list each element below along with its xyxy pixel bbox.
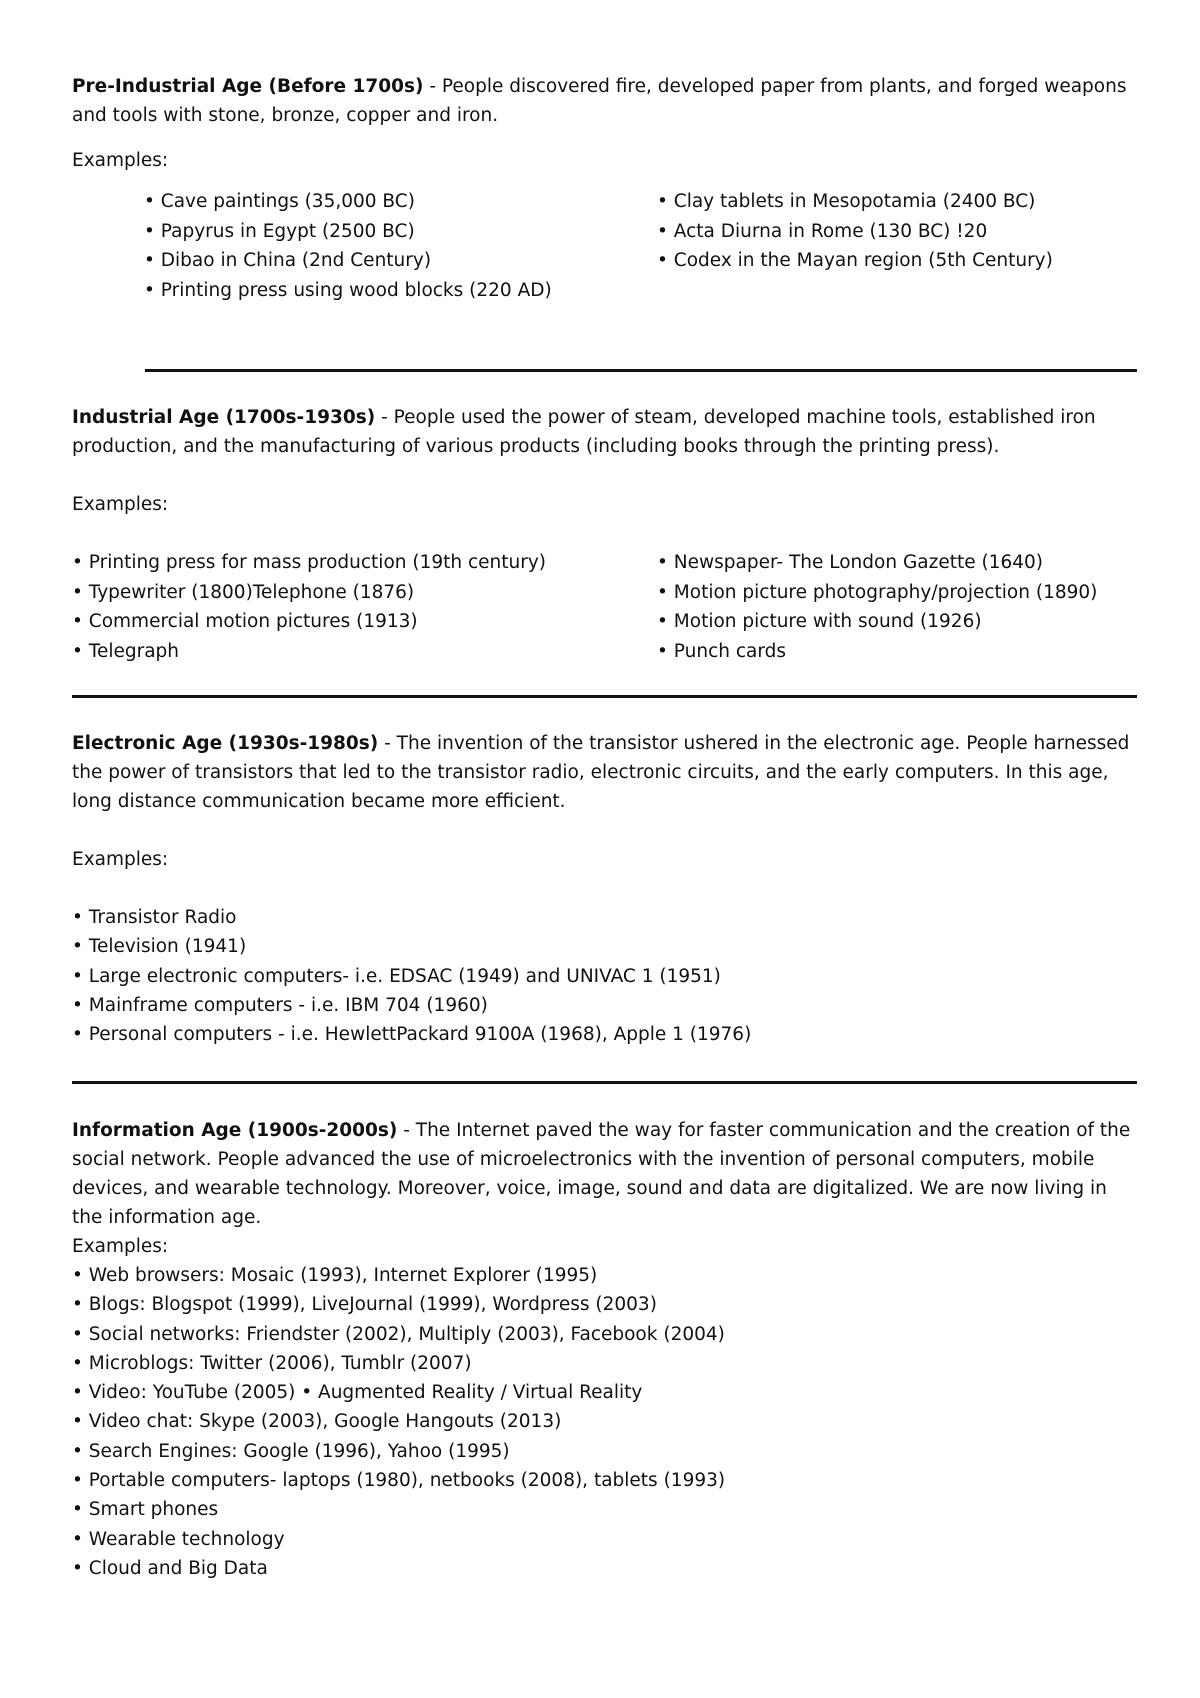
list-item: • Codex in the Mayan region (5th Century) xyxy=(657,250,1053,271)
list-item: • Motion picture with sound (1926) xyxy=(657,611,982,632)
list-item: • Acta Diurna in Rome (130 BC) !20 xyxy=(657,220,988,242)
list-item: • Motion picture photography/projection (1890) xyxy=(657,581,1098,603)
list-item: • Typewriter (1800)Telephone (1876) xyxy=(72,581,415,603)
list-item: • Portable computers- laptops (1980), netbooks (2008), tablets (1993) xyxy=(72,1470,726,1492)
section-divider xyxy=(145,369,1137,372)
section-pre-industrial xyxy=(72,72,1132,305)
section-paragraph xyxy=(72,1116,1132,1232)
list-item: • Web browsers: Mosaic (1993), Internet Explorer (1995) xyxy=(72,1265,598,1286)
examples-right-column xyxy=(657,548,1097,666)
examples-label: Examples: xyxy=(72,494,169,515)
section-paragraph xyxy=(72,403,1132,461)
examples-left-column xyxy=(72,548,657,666)
section-title: Electronic Age (1930s-1980s) xyxy=(72,733,379,754)
list-item: • Papyrus in Egypt (2500 BC) xyxy=(144,220,415,242)
section-title: Information Age (1900s-2000s) xyxy=(72,1120,398,1141)
section-electronic xyxy=(72,729,1132,1049)
section-title: Pre-Industrial Age (Before 1700s) xyxy=(72,76,424,97)
list-item: • Printing press using wood blocks (220 AD) xyxy=(144,279,552,301)
list-item: • Punch cards xyxy=(657,640,787,662)
examples-columns xyxy=(72,548,1132,666)
list-item: • Transistor Radio xyxy=(72,907,237,928)
section-divider xyxy=(72,1081,1137,1084)
examples-list xyxy=(72,903,1132,1049)
list-item: • Printing press for mass production (19th century) xyxy=(72,552,547,573)
examples-list xyxy=(72,1261,1132,1583)
section-text: - People used the power of steam, developed machine tools, established iron production, and the manufacturing of various products (including books through the printing press). xyxy=(72,407,1096,457)
list-item: • Cave paintings (35,000 BC) xyxy=(144,191,415,212)
list-item: • Personal computers - i.e. HewlettPackard 9100A (1968), Apple 1 (1976) xyxy=(72,1024,752,1046)
section-paragraph xyxy=(72,729,1132,816)
examples-label: Examples: xyxy=(72,1236,169,1257)
list-item: • Commercial motion pictures (1913) xyxy=(72,611,418,632)
list-item: • Telegraph xyxy=(72,640,180,662)
section-information xyxy=(72,1116,1132,1583)
list-item: • Dibao in China (2nd Century) xyxy=(144,250,432,271)
list-item: • Mainframe computers - i.e. IBM 704 (1960) xyxy=(72,994,488,1016)
examples-label: Examples: xyxy=(72,150,169,171)
examples-label: Examples: xyxy=(72,849,169,870)
list-item: • Search Engines: Google (1996), Yahoo (1995) xyxy=(72,1440,510,1462)
section-title: Industrial Age (1700s-1930s) xyxy=(72,407,376,428)
list-item: • Television (1941) xyxy=(72,936,247,958)
examples-left-column xyxy=(144,187,657,305)
examples-right-column xyxy=(657,187,1053,305)
list-item: • Social networks: Friendster (2002), Multiply (2003), Facebook (2004) xyxy=(72,1323,725,1345)
list-item: • Clay tablets in Mesopotamia (2400 BC) xyxy=(657,191,1036,212)
list-item: • Video: YouTube (2005) • Augmented Reality / Virtual Reality xyxy=(72,1382,643,1404)
section-text: - The invention of the transistor ushered in the electronic age. People harnessed the power of transistors that led to the transistor radio, electronic circuits, and the early computers. In this age, long distance communication became more efficient. xyxy=(72,733,1130,812)
section-industrial xyxy=(72,403,1132,666)
examples-columns xyxy=(72,187,1132,305)
section-text: - People discovered fire, developed paper from plants, and forged weapons and tools with stone, bronze, copper and iron. xyxy=(72,76,1127,126)
section-paragraph xyxy=(72,72,1132,130)
list-item: • Cloud and Big Data xyxy=(72,1557,268,1579)
section-text: - The Internet paved the way for faster communication and the creation of the social network. People advanced the use of microelectronics with the invention of personal computers, mobile devices, and wearable technology. Moreover, voice, image, sound and data are digitalized. We are now living in the information age. xyxy=(72,1120,1131,1228)
list-item: • Wearable technology xyxy=(72,1528,285,1550)
section-divider xyxy=(72,695,1137,698)
list-item: • Blogs: Blogspot (1999), LiveJournal (1999), Wordpress (2003) xyxy=(72,1294,657,1316)
list-item: • Large electronic computers- i.e. EDSAC (1949) and UNIVAC 1 (1951) xyxy=(72,965,721,987)
list-item: • Smart phones xyxy=(72,1499,219,1521)
list-item: • Newspaper- The London Gazette (1640) xyxy=(657,552,1043,573)
list-item: • Microblogs: Twitter (2006), Tumblr (2007) xyxy=(72,1352,472,1374)
list-item: • Video chat: Skype (2003), Google Hangouts (2013) xyxy=(72,1411,562,1433)
